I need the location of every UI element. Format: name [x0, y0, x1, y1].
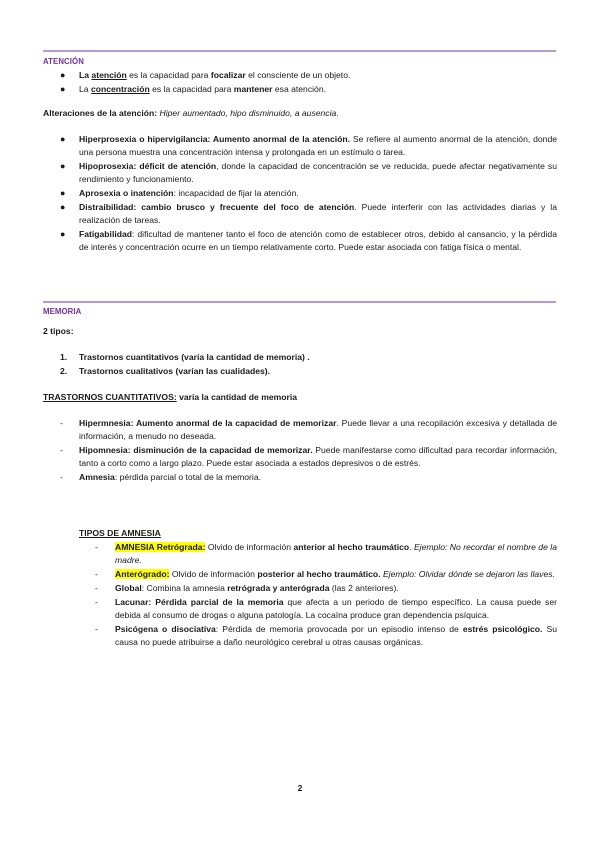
- tipos-amnesia-heading: TIPOS DE AMNESIA: [79, 528, 161, 538]
- section-title-atencion: ATENCIÓN: [43, 57, 84, 66]
- bullet-icon: ●: [60, 187, 66, 198]
- bullet-icon: ●: [60, 134, 66, 144]
- bullet-icon: ●: [60, 202, 66, 213]
- cuantitativos-heading: TRASTORNOS CUANTITATIVOS: varía la cantidad de memoria: [43, 392, 298, 402]
- bullet-icon: ●: [60, 70, 66, 80]
- dash-marker: -: [95, 542, 98, 552]
- alteraciones-list: [43, 133, 557, 255]
- list-item: - Amnesia: pérdida parcial o total de la memoria.: [60, 471, 261, 482]
- alteraciones-heading: Alteraciones de la atención: Hiper aumentado, hipo disminuido, a ausencia.: [43, 108, 339, 118]
- list-item: ● Distraibilidad: cambio brusco y frecuente del foco de atención. Puede interferir con las actividades diarias y la realización de tareas.: [60, 202, 557, 225]
- dash-marker: -: [95, 583, 98, 594]
- page-number: 2: [297, 783, 303, 793]
- section-divider: [43, 301, 556, 303]
- atencion-definitions: [43, 69, 557, 97]
- dash-marker: -: [95, 624, 98, 635]
- dash-marker: -: [60, 444, 63, 455]
- section-divider: [43, 50, 556, 52]
- list-item: ● Fatigabilidad: dificultad de mantener tanto el foco de atención como de establecer otros, debido al cansancio, y la pérdida de interés y concentración ocurre en un tiempo relativamente corto. Puede estar asociada con fatiga física o mental.: [60, 229, 557, 252]
- list-item: ● Aprosexia o inatención: incapacidad de fijar la atención.: [43, 187, 557, 200]
- dash-marker: -: [60, 418, 63, 428]
- amnesia-lacunar: - Lacunar: Pérdida parcial de la memoria que afecta a un periodo de tiempo específico. La causa puede ser debida al consumo de drogas o alguna patología. La cocaína produce gran dependencia psíquica.: [95, 597, 557, 621]
- section-title-memoria: MEMORIA: [43, 307, 82, 316]
- amnesia-retrograda: - AMNESIA Retrógrada: Olvido de información anterior al hecho traumático. Ejemplo: No recordar el nombre de la madre.: [95, 542, 557, 565]
- amnesia-anterograda: - Anterógrado: Olvido de información posterior al hecho traumático. Ejemplo: Olvidar dónde se dejaron las llaves.: [95, 568, 555, 579]
- memoria-numbered-list: [43, 351, 557, 379]
- list-item: ● Hiperprosexia o hipervigilancia: Aumento anormal de la atención. Se refiere al aumento anormal de la atención, donde una persona muestra una concentración intensa y prolongada en un estímulo o tarea.: [60, 134, 558, 157]
- tipos-amnesia-list: [43, 541, 557, 650]
- list-item: 1. Trastornos cuantitativos (varía la cantidad de memoria) .: [60, 352, 310, 362]
- bullet-icon: ●: [60, 160, 66, 171]
- cuantitativos-list: [43, 417, 557, 485]
- list-item: 2. Trastornos cualitativos (varían las cualidades).: [60, 366, 271, 377]
- amnesia-global: - Global: Combina la amnesia retrógrada y anterógrada (las 2 anteriores).: [95, 583, 399, 594]
- bullet-item: ● La concentración es la capacidad para mantener esa atención.: [43, 83, 557, 96]
- bullet-icon: ●: [60, 84, 66, 95]
- list-item: - Hipermnesia: Aumento anormal de la capacidad de memorizar. Puede llevar a una recopilación excesiva y detallada de información, a menudo no deseada.: [60, 418, 557, 441]
- dash-marker: -: [95, 597, 98, 608]
- dash-marker: -: [95, 568, 98, 579]
- bullet-item: ● La atención es la capacidad para focalizar el consciente de un objeto.: [43, 69, 557, 82]
- memoria-tipos: 2 tipos:: [43, 326, 74, 336]
- list-item: ● Hipoprosexia: déficit de atención, donde la capacidad de concentración se ve reducida, puede afectar negativamente su rendimiento y funcionamiento.: [60, 160, 558, 184]
- bullet-icon: ●: [60, 229, 66, 240]
- amnesia-psicogena: - Psicógena o disociativa: Pérdida de memoria provocada por un episodio intenso de estrés psicológico. Su causa no puede atribuirse a daño neurológico cerebral u otras causas orgánicas.: [95, 624, 557, 648]
- list-item: - Hipomnesia: disminución de la capacidad de memorizar. Puede manifestarse como dificultad para recordar información, tanto a corto como a largo plazo. Puede estar asociada a estados depresivos o de estrés.: [60, 444, 557, 468]
- dash-marker: -: [60, 471, 63, 482]
